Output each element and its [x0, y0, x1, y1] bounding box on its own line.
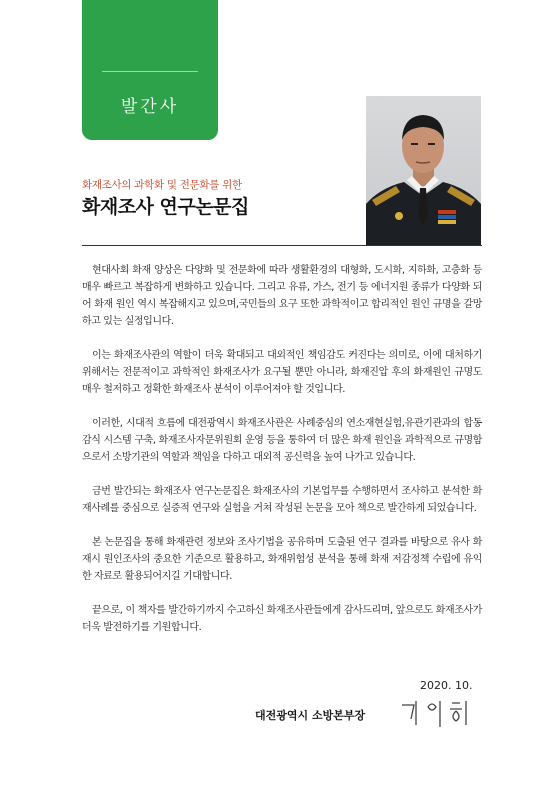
paragraph: 이는 화재조사관의 역할이 더욱 확대되고 대외적인 책임감도 커진다는 의미로, 이에 대처하기 위해서는 전문적이고 과학적인 화재조사가 요구될 뿐만 아니라, 화재진압 후의 화재원인 규명도 매우 철저하고 정확한 화재조사 분석이 이루어져야 할 것입니다.	[82, 350, 482, 395]
publication-date: 2020. 10.	[420, 679, 473, 692]
portrait-photo	[366, 96, 481, 246]
portrait-illustration	[366, 96, 481, 246]
paragraph: 금번 발간되는 화재조사 연구논문집은 화재조사의 기본업무를 수행하면서 조사하고 분석한 화재사례를 중심으로 실증적 연구와 실험을 거쳐 작성된 논문을 모아 책으로 발간하게 되었습니다.	[82, 486, 482, 514]
section-title: 발간사	[120, 97, 180, 117]
paragraph: 현대사회 화재 양상은 다양화 및 전문화에 따라 생활환경의 대형화, 도시화, 지하화, 고층화 등 매우 빠르고 복잡하게 변화하고 있습니다. 그리고 유류, 가스, 전기 등 에너지원 종류가 다양화 되어 화재 원인 역시 복잡해지고 있으며,국민들의 요구 또한 과학적이고 합리적인 원인 규명을 갈망하고 있는 실정입니다.	[82, 265, 482, 327]
document-title: 화재조사 연구논문집	[82, 196, 249, 218]
preface-body	[82, 262, 482, 653]
tab-divider	[102, 71, 198, 72]
paragraph: 끝으로, 이 책자를 발간하기까지 수고하신 화재조사관들에게 감사드리며, 앞으로도 화재조사가 더욱 발전하기를 기원합니다.	[82, 605, 482, 633]
section-tab	[82, 0, 218, 140]
header-rule	[82, 245, 482, 246]
author-organization: 대전광역시 소방본부장	[255, 709, 366, 722]
paragraph: 이러한, 시대적 흐름에 대전광역시 화재조사관은 사례중심의 연소재현실험,유관기관과의 합동감식 시스템 구축, 화재조사자문위원회 운영 등을 통하여 더 많은 화재 원인을 과학적으로 규명함으로서 소방기관의 역할과 책임을 다하고 대외적 공신력을 높여 나가고 있습니다.	[82, 418, 482, 463]
document-subtitle: 화재조사의 과학화 및 전문화를 위한	[82, 179, 242, 191]
signature	[398, 695, 478, 731]
paragraph: 본 논문집을 통해 화재관련 정보와 조사기법을 공유하며 도출된 연구 결과를 바탕으로 유사 화재시 원인조사의 중요한 기준으로 활용하고, 화재위험성 분석을 통해 화재 저감정책 수립에 유익한 자료로 활용되어지길 기대합니다.	[82, 537, 482, 582]
